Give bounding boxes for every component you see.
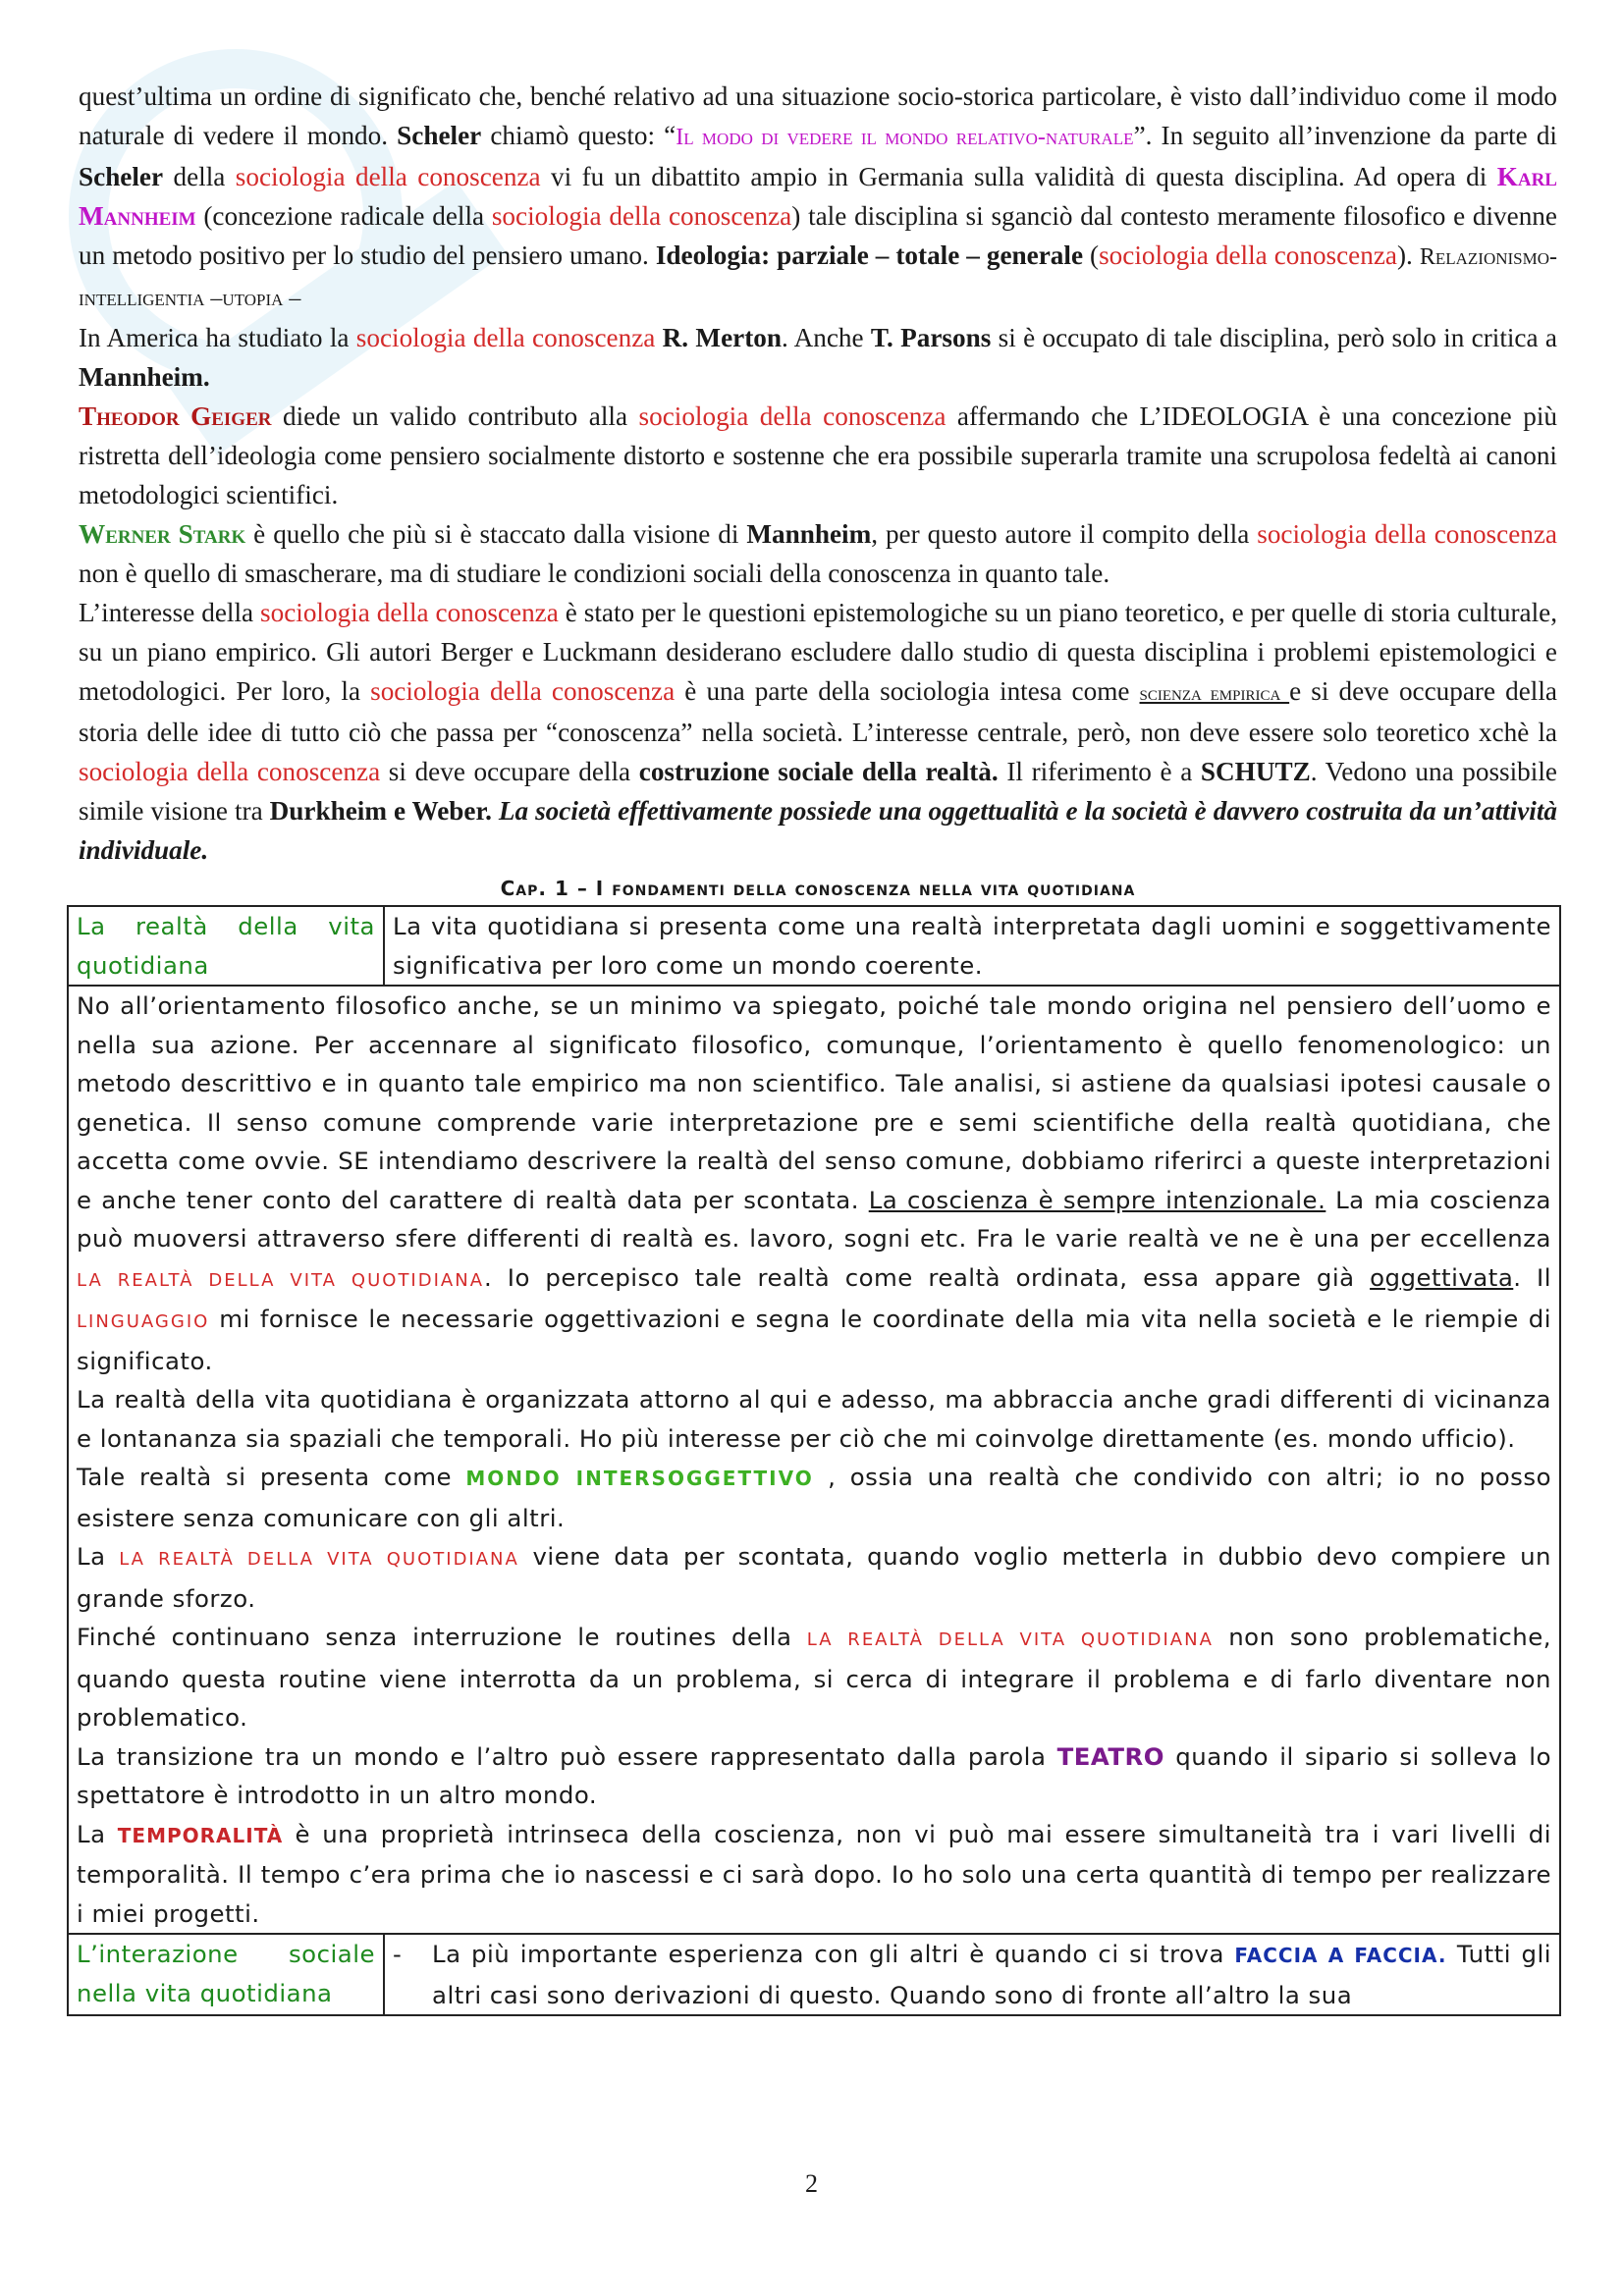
body-paragraph: La LA REALTÀ DELLA VITA QUOTIDIANA viene data per scontata, quando voglio metterla in dubbio devo compiere un grande sforzo. — [77, 1542, 1551, 1613]
paragraph-america: In America ha studiato la sociologia della conoscenza R. Merton. Anche T. Parsons si è occupato di tale disciplina, però solo in critica a Mannheim. — [79, 323, 1557, 392]
body-paragraph: Finché continuano senza interruzione le routines della LA REALTÀ DELLA VITA QUOTIDIANA non sono problematiche, quando questa routine viene interrotta da un problema, si cerca di integrare il problema e di farlo diventare non problematico. — [77, 1623, 1551, 1732]
row-label-interazione: L’interazione sociale nella vita quotidiana — [68, 1934, 384, 2015]
chapter-title: Cap. 1 – I fondamenti della conoscenza nella vita quotidiana — [500, 877, 1136, 900]
row-text-interazione: - La più importante esperienza con gli altri è quando ci si trova FACCIA A FACCIA. Tutti gli altri casi sono derivazioni di questo. Quando sono di fronte all’altro la sua — [384, 1934, 1560, 2015]
row-label-realta: La realtà della vita quotidiana — [68, 906, 384, 986]
body-paragraph: Tale realtà si presenta come MONDO INTERSOGGETTIVO , ossia una realtà che condivido con altri; io no posso esistere senza comunicare con gli altri. — [77, 1463, 1552, 1532]
paragraph-stark: Werner Stark è quello che più si è staccato dalla visione di Mannheim, per questo autore il compito della sociologia della conoscenza non è quello di smascherare, ma di studiare le condizioni sociali della conoscenza in quanto tale. — [79, 519, 1557, 588]
body-paragraph: La transizione tra un mondo e l’altro può essere rappresentato dalla parola TEATRO quando il sipario si solleva lo spettatore è introdotto in un altro mondo. — [77, 1741, 1551, 1809]
paragraph-interesse: L’interesse della sociologia della conoscenza è stato per le questioni epistemologiche su un piano teoretico, e per quelle di storia culturale, su un piano empirico. Gli autori Berger e Luckmann desiderano escludere dallo studio di questa disciplina i problemi epistemologici e metodologici. Per loro, la sociologia della conoscenza è una parte della sociologia intesa come scienza empirica e si deve occupare della storia delle idee di tutto ciò che passa per “conoscenza” nella società. L’interesse centrale, però, non deve essere solo teoretico xchè la sociologia della conoscenza si deve occupare della costruzione sociale della realtà. Il riferimento è a SCHUTZ. Vedono una possibile simile visione tra Durkheim e Weber. La società effettivamente possiede una oggettualità e la società è davvero costruita da un’attività individuale. — [79, 598, 1558, 865]
body-paragraph: La realtà della vita quotidiana è organizzata attorno al qui e adesso, ma abbraccia anche gradi differenti di vicinanza e lontananza sia spaziali che temporali. Ho più interesse per ciò che mi coinvolge direttamente (es. mondo ufficio). — [77, 1385, 1551, 1453]
document-page — [79, 77, 1557, 2016]
row-text-realta: La vita quotidiana si presenta come una realtà interpretata dagli uomini e soggettivamente significativa per loro come un mondo coerente. — [384, 906, 1560, 986]
table-row — [68, 986, 1560, 1934]
paragraph-geiger: Theodor Geiger diede un valido contributo alla sociologia della conoscenza affermando che L’IDEOLOGIA è una concezione più ristretta dell’ideologia come pensiero socialmente distorto e sostenne che era possibile superarla tramite una scrupolosa fedeltà ai canoni metodologici scientifici. — [79, 401, 1557, 509]
intro-text — [79, 77, 1557, 870]
body-paragraph: La TEMPORALITÀ è una proprietà intrinseca della coscienza, non vi può mai essere simultaneità tra i vari livelli di temporalità. Il tempo c’era prima che io nascessi e ci sarà dopo. Io ho solo una certa quantità di tempo per realizzare i miei progetti. — [77, 1819, 1551, 1928]
notes-table — [67, 905, 1561, 2016]
list-dash: - — [393, 1940, 403, 1968]
page-number: 2 — [805, 2169, 818, 2198]
table-row — [68, 906, 1560, 986]
table-body-cell — [68, 986, 1560, 1934]
table-row — [68, 1934, 1560, 2015]
body-paragraph: No all’orientamento filosofico anche, se un minimo va spiegato, poiché tale mondo origina nel pensiero dell’uomo e nella sua azione. Per accennare al significato filosofico, comunque, l’orientamento è quello fenomenologico: un metodo descrittivo e in quanto tale empirico ma non scientifico. Tale analisi, si astiene da qualsiasi ipotesi causale o genetica. Il senso comune comprende varie interpretazione pre e semi scientifiche della realtà quotidiana, che accetta come ovvie. SE intendiamo descrivere la realtà del senso comune, dobbiamo riferirci a queste interpretazioni e anche tener conto del carattere di realtà data per scontata. La coscienza è sempre intenzionale. La mia coscienza può muoversi attraverso sfere differenti di realtà es. lavoro, sogni etc. Fra le varie realtà ve ne è una per eccellenza LA REALTÀ DELLA VITA QUOTIDIANA. Io percepisco tale realtà come realtà ordinata, essa appare già oggettivata. Il LINGUAGGIO mi fornisce le necessarie oggettivazioni e segna le coordinate della mia vita nella società e le riempie di significato. — [77, 991, 1552, 1375]
paragraph-scheler: quest’ultima un ordine di significato che, benché relativo ad una situazione socio-storica particolare, è visto dall’individuo come il modo naturale di vedere il mondo. Scheler chiamò questo: “Il modo di vedere il mondo relativo-naturale”. In seguito all’invenzione da parte di Scheler della sociologia della conoscenza vi fu un dibattito ampio in Germania sulla validità di questa disciplina. Ad opera di Karl Mannheim (concezione radicale della sociologia della conoscenza) tale disciplina si sganciò dal contesto meramente filosofico e divenne un metodo positivo per lo studio del pensiero umano. Ideologia: parziale – totale – generale (sociologia della conoscenza). Relazionismo- intelligentia –utopia – — [79, 81, 1557, 311]
